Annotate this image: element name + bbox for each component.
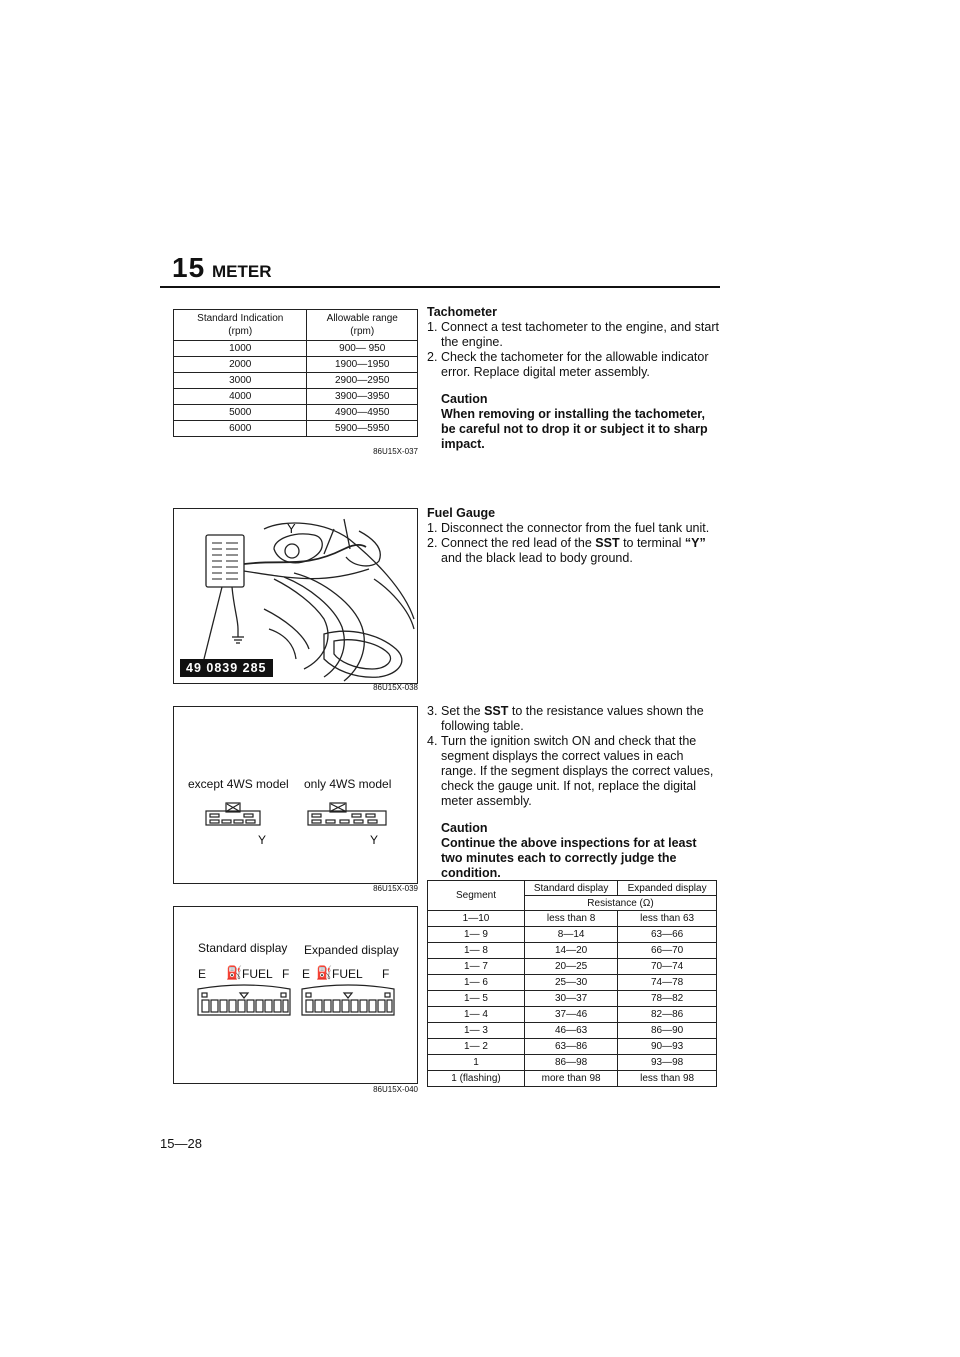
cell: 90—93 [618, 1039, 717, 1055]
cell: 30—37 [525, 991, 618, 1007]
cell: 1 (flashing) [428, 1071, 525, 1087]
cell: 1900—1950 [307, 357, 418, 373]
cell: 86—98 [525, 1055, 618, 1071]
label-except-4ws: except 4WS model [188, 777, 289, 791]
list-item [427, 734, 719, 809]
table-row [428, 1039, 717, 1055]
full-label: F [282, 967, 290, 981]
sst-tool-number: 49 0839 285 [180, 659, 273, 677]
step-text: Check the tachometer for the allowable indicator error. Replace digital meter assembly. [441, 350, 709, 379]
cell: 1— 6 [428, 975, 525, 991]
step-number: 4. [427, 734, 438, 748]
col-standard-display: Standard display [525, 881, 618, 896]
list-item [427, 521, 719, 536]
cell: 1— 8 [428, 943, 525, 959]
label-only-4ws: only 4WS model [304, 777, 392, 791]
list-item [427, 536, 719, 566]
cell: 1— 9 [428, 927, 525, 943]
label-expanded-display: Expanded display [304, 943, 399, 957]
cell: 93—98 [618, 1055, 717, 1071]
fuel-unit-drawing [174, 509, 417, 683]
cell: 4900—4950 [307, 405, 418, 421]
cell: 63—86 [525, 1039, 618, 1055]
header-rule [160, 286, 720, 288]
cell: 5900—5950 [307, 421, 418, 437]
cell: 1—10 [428, 911, 525, 927]
connector-except-4ws [204, 801, 264, 827]
cell: 37—46 [525, 1007, 618, 1023]
terminal-y-left: Y [258, 833, 267, 847]
fuel-label: FUEL [242, 967, 273, 981]
section-title: METER [212, 262, 272, 281]
terminal-term: “Y” [684, 536, 706, 550]
col-segment: Segment [428, 881, 525, 911]
cell: 2000 [174, 357, 307, 373]
display-illustration [173, 906, 418, 1084]
cell: 63—66 [618, 927, 717, 943]
cell: 3000 [174, 373, 307, 389]
fig4-caption: 86U15X-040 [373, 1085, 418, 1094]
cell: 82—86 [618, 1007, 717, 1023]
cell: 78—82 [618, 991, 717, 1007]
step-text: Turn the ignition switch ON and check that the segment displays the correct values in each range. If the segment displays the correct values, check the gauge unit. If not, replace the digital meter assembly. [441, 734, 714, 808]
step-text: and the black lead to body ground. [441, 551, 633, 565]
caution-title: Caution [441, 392, 488, 406]
step-text: to terminal [619, 536, 685, 550]
full-label: F [382, 967, 390, 981]
cell: less than 98 [618, 1071, 717, 1087]
step-text: Connect the red lead of the [441, 536, 596, 550]
fuel-label: FUEL [332, 967, 363, 981]
connector-only-4ws [306, 801, 390, 827]
tach-col-allowable: Allowable range (rpm) [307, 310, 418, 341]
cell: 4000 [174, 389, 307, 405]
empty-label: E [302, 967, 311, 981]
step-text: Connect a test tachometer to the engine, and start the engine. [441, 320, 719, 349]
cell: 1— 2 [428, 1039, 525, 1055]
table-row [428, 975, 717, 991]
expanded-display-segments [298, 983, 398, 1019]
step-number: 1. [427, 320, 438, 334]
step-text: Set the [441, 704, 485, 718]
table-row [174, 389, 418, 405]
cell: 1— 7 [428, 959, 525, 975]
table-row [428, 1055, 717, 1071]
caution-title: Caution [441, 821, 488, 835]
cell: 1— 4 [428, 1007, 525, 1023]
section-number: 15 [172, 252, 206, 283]
table-row [428, 927, 717, 943]
table-row [174, 341, 418, 357]
tachometer-table [173, 309, 418, 437]
cell: 8—14 [525, 927, 618, 943]
cell: 1 [428, 1055, 525, 1071]
cell: 25—30 [525, 975, 618, 991]
table-row [428, 1007, 717, 1023]
cell: 66—70 [618, 943, 717, 959]
table-row [428, 1071, 717, 1087]
cell: 86—90 [618, 1023, 717, 1039]
label-standard-display: Standard display [198, 941, 288, 955]
cell: 6000 [174, 421, 307, 437]
caution-text: Continue the above inspections for at least two minutes each to correctly judge the condition. [441, 836, 697, 880]
table-row [428, 943, 717, 959]
table-row [174, 357, 418, 373]
col-resistance: Resistance (Ω) [525, 896, 717, 911]
step-number: 2. [427, 350, 438, 364]
step-text: Disconnect the connector from the fuel tank unit. [441, 521, 710, 535]
cell: 5000 [174, 405, 307, 421]
fig3-caption: 86U15X-039 [373, 884, 418, 893]
terminal-y-label: Y [287, 521, 296, 536]
cell: 14—20 [525, 943, 618, 959]
fig2-caption: 86U15X-038 [373, 683, 418, 692]
cell: more than 98 [525, 1071, 618, 1087]
cell: 2900—2950 [307, 373, 418, 389]
table-row [428, 911, 717, 927]
table-row [174, 405, 418, 421]
table-row [428, 959, 717, 975]
cell: 900— 950 [307, 341, 418, 357]
cell: 70—74 [618, 959, 717, 975]
list-item [427, 350, 719, 380]
cell: 1— 5 [428, 991, 525, 1007]
step-text: to the resistance values shown the following table. [441, 704, 704, 733]
fuel-resistance-table [427, 880, 717, 1087]
empty-label: E [198, 967, 207, 981]
fuel-pump-icon: ⛽ [226, 965, 243, 980]
cell: 1— 3 [428, 1023, 525, 1039]
fig1-caption: 86U15X-037 [373, 447, 418, 456]
list-item [427, 320, 719, 350]
table-row [174, 373, 418, 389]
fuel-steps-section [427, 704, 719, 881]
page-number: 15—28 [160, 1136, 202, 1151]
sst-term: SST [484, 704, 509, 718]
cell: less than 63 [618, 911, 717, 927]
cell: 20—25 [525, 959, 618, 975]
cell: 46—63 [525, 1023, 618, 1039]
fuel-gauge-section [427, 506, 719, 566]
caution-text: When removing or installing the tachometer, be careful not to drop it or subject it to sharp impact. [441, 407, 708, 451]
table-row [428, 991, 717, 1007]
connector-illustration [173, 706, 418, 884]
standard-display-segments [194, 983, 294, 1019]
step-number: 3. [427, 704, 438, 718]
cell: 74—78 [618, 975, 717, 991]
fuel-pump-icon: ⛽ [316, 965, 333, 980]
step-number: 2. [427, 536, 438, 550]
terminal-y-right: Y [370, 833, 379, 847]
tachometer-heading: Tachometer [427, 305, 497, 319]
step-number: 1. [427, 521, 438, 535]
col-expanded-display: Expanded display [618, 881, 717, 896]
tach-col-standard: Standard Indication (rpm) [174, 310, 307, 341]
fuel-gauge-heading: Fuel Gauge [427, 506, 496, 520]
table-row [428, 1023, 717, 1039]
fuel-unit-illustration [173, 508, 418, 684]
cell: 3900—3950 [307, 389, 418, 405]
cell: less than 8 [525, 911, 618, 927]
sst-term: SST [595, 536, 620, 550]
cell: 1000 [174, 341, 307, 357]
tachometer-section [427, 305, 719, 452]
table-row [174, 421, 418, 437]
list-item [427, 704, 719, 734]
